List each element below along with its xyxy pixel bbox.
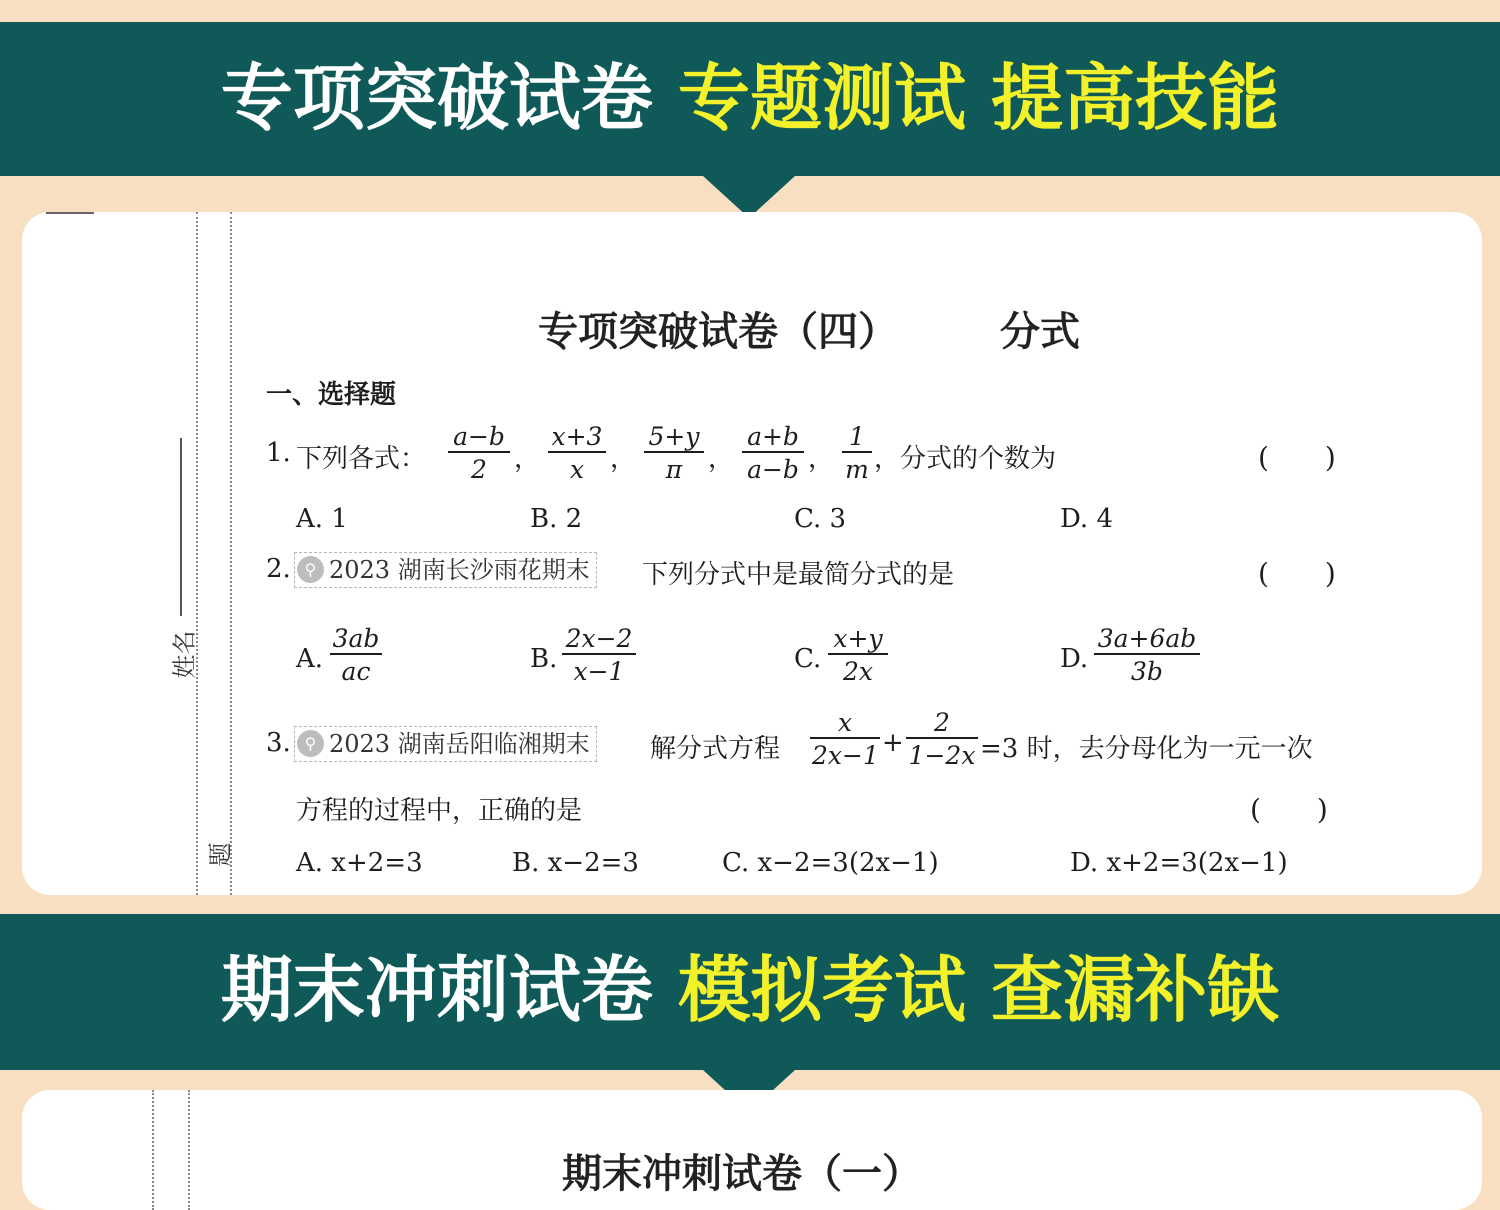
link-icon: ⚲ — [297, 556, 324, 583]
q1-separator: ， — [808, 444, 835, 474]
q1-separator: ， — [610, 444, 637, 474]
q2-answer-bracket: ( ) — [1258, 557, 1336, 590]
binding-dotted-line — [188, 1090, 190, 1210]
paper-title: 专项突破试卷（四） — [538, 308, 898, 355]
q3-fraction-1: $\frac{x}{2x-1}$ — [812, 708, 879, 770]
second-banner — [0, 914, 1500, 1070]
second-banner-highlight-text: 模拟考试 查漏补缺 — [678, 948, 1280, 1032]
q1-option-a: A. 1 — [296, 504, 348, 534]
question-margin-label: 题 — [206, 842, 235, 867]
q1-option-d: D. 4 — [1060, 504, 1113, 534]
q3-source-tag — [294, 726, 597, 762]
paper-2-title: 期末冲刺试卷（一） — [562, 1150, 922, 1197]
q1-tail: ，分式的个数为 — [874, 444, 1057, 474]
q1-fraction: $\frac{x+3}{x}$ — [548, 422, 606, 484]
q2-source-text: 2023 湖南长沙雨花期末 — [329, 556, 590, 584]
q3-line2: 方程的过程中，正确的是 — [296, 796, 583, 826]
paper-subtitle: 分式 — [1000, 308, 1080, 355]
q1-fraction: $\frac{a+b}{a-b}$ — [742, 422, 804, 484]
q1-fraction: $\frac{a-b}{2}$ — [448, 422, 510, 484]
binding-dotted-line — [152, 1090, 154, 1210]
q2-option-a-fraction: $\frac{3ab}{ac}$ — [330, 624, 382, 686]
q2-option-b-fraction: $\frac{2x-2}{x-1}$ — [562, 624, 636, 686]
link-icon: ⚲ — [297, 730, 324, 757]
corner-rule — [46, 212, 94, 214]
top-banner — [0, 22, 1500, 176]
q3-number: 3. — [266, 728, 291, 758]
q3-option-d: D. x+2=3(2x−1) — [1070, 848, 1288, 878]
q2-source-tag — [294, 552, 597, 588]
name-label: 姓名 — [170, 630, 199, 679]
q1-answer-bracket: ( ) — [1258, 441, 1336, 474]
q2-option-c-fraction: $\frac{x+y}{2x}$ — [828, 624, 888, 686]
second-banner-white-text: 期末冲刺试卷 — [220, 948, 653, 1032]
q3-answer-bracket: ( ) — [1250, 793, 1328, 826]
q1-fraction: $\frac{5+y}{\pi}$ — [644, 422, 704, 484]
q3-option-a: A. x+2=3 — [296, 848, 423, 878]
q3-lead: 解分式方程 — [650, 734, 781, 764]
name-writing-line — [180, 438, 182, 616]
top-banner-heading — [0, 58, 1500, 138]
q3-plus: + — [882, 728, 904, 758]
q1-lead: 下列各式： — [296, 444, 427, 474]
section-heading: 一、选择题 — [266, 380, 397, 410]
binding-dotted-line — [230, 212, 232, 895]
q3-option-b: B. x−2=3 — [512, 848, 639, 878]
q1-option-b: B. 2 — [530, 504, 583, 534]
q1-option-c: C. 3 — [794, 504, 847, 534]
q2-number: 2. — [266, 554, 291, 584]
q1-separator: ， — [708, 444, 735, 474]
q3-fraction-2: $\frac{2}{1-2x}$ — [906, 708, 978, 770]
q2-option-b-label: B. — [530, 644, 558, 674]
q1-number: 1. — [266, 438, 291, 468]
q2-option-d-fraction: $\frac{3a+6ab}{3b}$ — [1094, 624, 1200, 686]
exam-paper-card-2 — [22, 1090, 1482, 1210]
q2-option-d-label: D. — [1060, 644, 1089, 674]
q3-tail: =3 时，去分母化为一元一次 — [980, 734, 1313, 764]
q1-separator: ， — [514, 444, 541, 474]
second-banner-heading — [0, 950, 1500, 1030]
q2-option-a-label: A. — [296, 644, 324, 674]
q3-option-c: C. x−2=3(2x−1) — [722, 848, 939, 878]
binding-dotted-line — [196, 212, 198, 895]
q2-option-c-label: C. — [794, 644, 822, 674]
q3-source-text: 2023 湖南岳阳临湘期末 — [329, 730, 590, 758]
exam-paper-card-1 — [22, 212, 1482, 895]
top-banner-white-text: 专项突破试卷 — [220, 56, 653, 140]
q1-fraction: $\frac{1}{m}$ — [842, 422, 872, 484]
q2-stem: 下列分式中是最简分式的是 — [642, 560, 955, 590]
top-banner-highlight-text: 专题测试 提高技能 — [678, 56, 1280, 140]
